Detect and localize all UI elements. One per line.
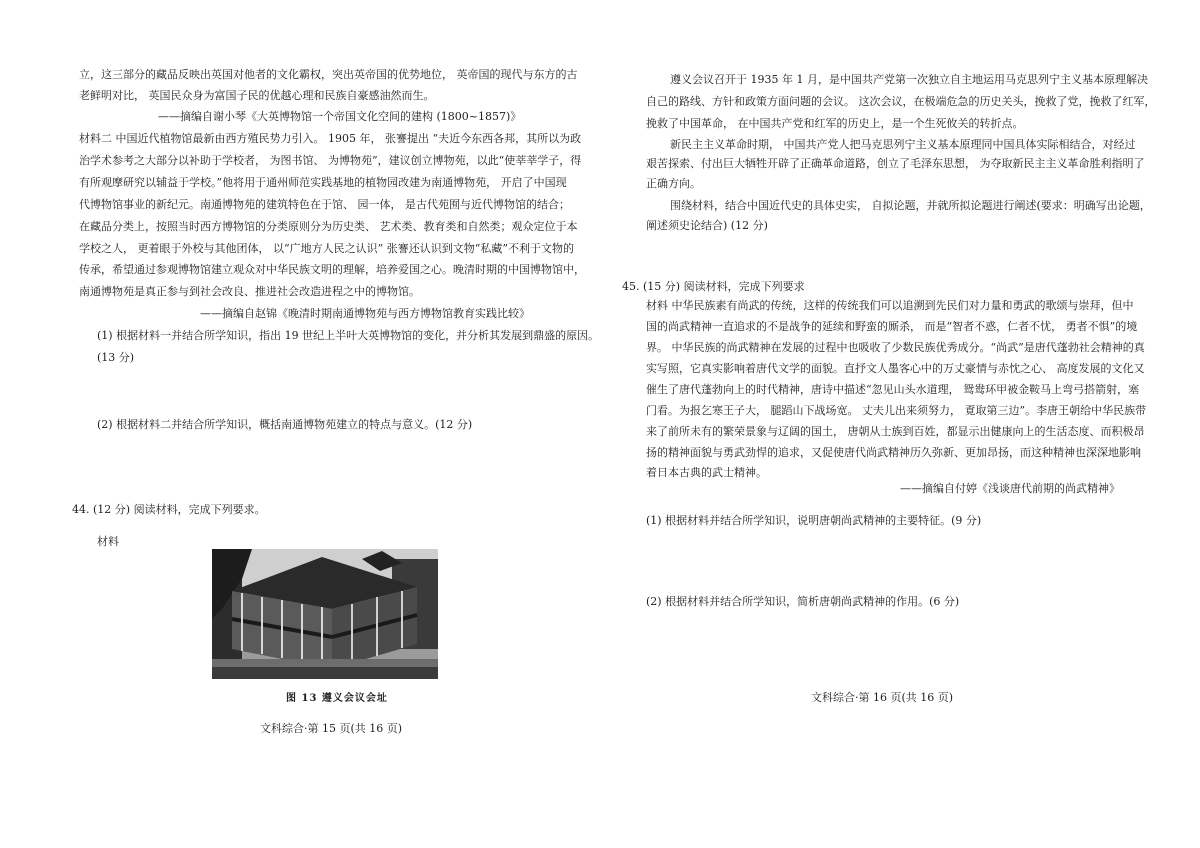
question-44-heading: 44. (12 分) 阅读材料，完成下列要求。 [72,503,266,516]
text-line: 自己的路线、方针和政策方面问题的会议。 这次会议，在极端危急的历史关头，挽救了党，挽救了红军， [646,95,1156,108]
text-line: 门看。为报乞寒王子大， 腿蹈山下战场宽。 丈夫儿出来须努力， 覔取第三边”。李唐王朝给中华民族带 [646,404,1147,417]
text-line: 着日本古典的武士精神。 [646,466,767,479]
page-footer: 文科综合·第 15 页(共 16 页) [260,722,403,735]
text-line: 代博物馆事业的新纪元。南通博物苑的建筑特色在于馆、 园一体， 是古代苑囿与近代博物馆的结合； [79,198,570,211]
source-citation: ——摘编自赵锦《晚清时期南通博物苑与西方博物馆教育实践比较》 [200,307,530,320]
essay-instruction: 围绕材料，结合中国近代史的具体史实， 自拟论题，并就所拟论题进行阐述(要求：明确写出论题， [670,199,1151,212]
essay-instruction: 阐述须史论结合) (12 分) [646,219,768,232]
text-line: 实写照，它真实影响着唐代文学的面貌。直抒文人墨客心中的万丈豪情与赤忱之心、 高度发展的文化又 [646,362,1145,375]
page-footer: 文科综合·第 16 页(共 16 页) [811,691,954,704]
text-line: 正确方向。 [646,177,701,190]
text-line: 艰苦探索、付出巨大牺牲开辟了正确革命道路，创立了毛泽东思想， 为夺取新民主主义革命胜利指明了 [646,157,1145,170]
source-citation: ——摘编自付婷《浅谈唐代前期的尚武精神》 [900,482,1120,495]
text-line: 催生了唐代蓬勃向上的时代精神，唐诗中描述“忽见山头水道理， 鸳鸯环甲被金鞍马上弯弓搭箭射，塞 [646,383,1140,396]
text-line: 老鲜明对比， 英国民众身为富国子民的优越心理和民族自豪感油然而生。 [79,89,435,102]
text-line: 挽救了中国革命， 在中国共产党和红军的历史上，是一个生死攸关的转折点。 [646,117,1024,130]
text-line: 界。 中华民族的尚武精神在发展的过程中也吸收了少数民族优秀成分。“尚武”是唐代蓬勃社会精神的真 [646,341,1145,354]
text-line: 学校之人， 更着眼于外校与其他团体， 以“广地方人民之认识” 张謇还认识到文物“私藏”不利于文物的 [79,242,574,255]
text-line: 在藏品分类上，按照当时西方博物馆的分类原则分为历史类、 艺术类、教育类和自然类；观众定位于本 [79,220,578,233]
question-1: (1) 根据材料并结合所学知识，说明唐朝尚武精神的主要特征。(9 分) [646,514,982,527]
source-citation: ——摘编自谢小琴《大英博物馆一个帝国文化空间的建构 (1800~1857)》 [158,110,522,123]
question-45-heading: 45. (15 分) 阅读材料，完成下列要求 [622,280,805,293]
material-label: 材料 [97,535,119,548]
text-line: 材料 中华民族素有尚武的传统，这样的传统我们可以追溯到先民们对力量和勇武的歌颂与崇拜，但中 [646,299,1134,312]
text-line: 遵义会议召开于 1935 年 1 月，是中国共产党第一次独立自主地运用马克思列宁主义基本原理解决 [670,73,1148,86]
question-1: (1) 根据材料一并结合所学知识，指出 19 世纪上半叶大英博物馆的变化，并分析其发展到鼎盛的原因。 [97,329,600,342]
text-line: 来了前所未有的繁荣景象与辽阔的国土， 唐朝从士族到百姓，都显示出健康向上的生活态度、而积极昂 [646,425,1145,438]
text-line: 治学术参考之大部分以补助于学校者， 为图书馆、 为博物苑”，建议创立博物苑，以此“使莘莘学子，得 [79,154,582,167]
text-line: 新民主主义革命时期， 中国共产党人把马克思列宁主义基本原理同中国具体实际相结合，对经过 [670,138,1136,151]
question-2: (2) 根据材料并结合所学知识，简析唐朝尚武精神的作用。(6 分) [646,595,960,608]
text-line: 国的尚武精神一直追求的不是战争的延续和野蛮的厮杀， 而是“智者不惑，仁者不忧， 勇者不惧”的境 [646,320,1138,333]
question-2: (2) 根据材料二并结合所学知识，概括南通博物苑建立的特点与意义。(12 分) [97,418,473,431]
question-1-score: (13 分) [97,351,135,364]
text-line: 传承，希望通过参观博物馆建立观众对中华民族文明的理解，培养爱国之心。晚清时期的中国博物馆中， [79,263,585,276]
text-line: 扬的精神面貌与勇武劲悍的追求，又促使唐代尚武精神历久弥新、更加昂扬，而这种精神也深深地影响 [646,446,1141,459]
text-line: 立，这三部分的藏品反映出英国对他者的文化霸权，突出英帝国的优势地位， 英帝国的现代与东方的古 [79,68,578,81]
text-line: 有所观摩研究以辅益于学校。”他将用于通州师范实践基地的植物园改建为南通博物苑， 开启了中国现 [79,176,567,189]
text-line: 材料二 中国近代植物馆最新由西方殖民势力引入。 1905 年， 张謇提出 “夫近今东西各邦，其所以为政 [79,132,582,145]
zunyi-meeting-site-photo [212,549,438,679]
text-line: 南通博物苑是真正参与到社会改良、推进社会改造进程之中的博物馆。 [79,285,420,298]
figure-caption: 图 13 遵义会议会址 [286,693,388,704]
